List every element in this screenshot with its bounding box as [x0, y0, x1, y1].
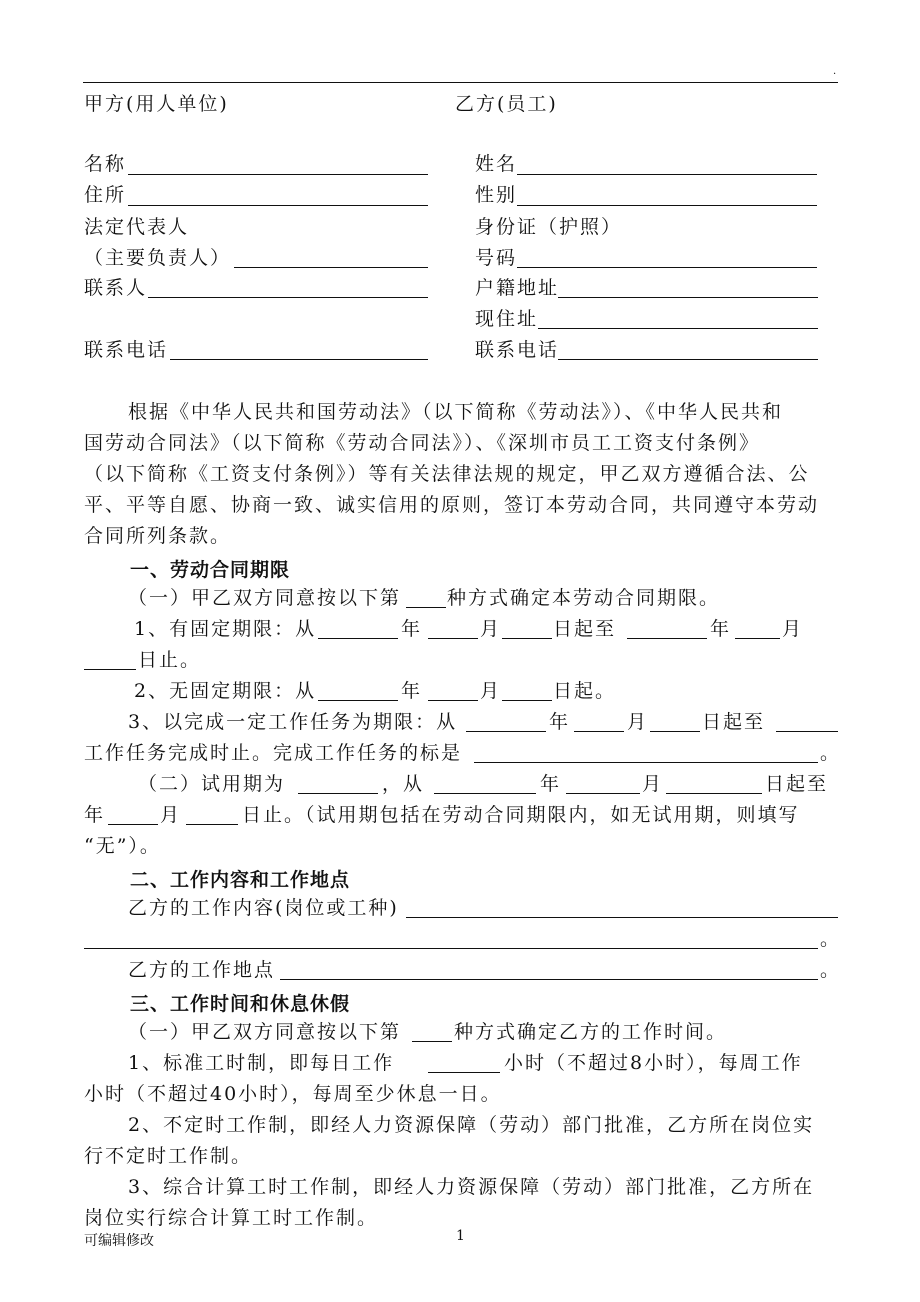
a-address-label: 住所 — [84, 184, 127, 206]
s1-probation-label: （二）试用期为 — [138, 773, 286, 795]
a-address-field[interactable] — [128, 205, 428, 206]
s1-task-day[interactable] — [650, 731, 700, 732]
s1-task-year-label: 年 — [549, 711, 571, 733]
b-household-field[interactable] — [558, 297, 818, 298]
s1-probation-month[interactable] — [566, 793, 640, 794]
s3-p1-a: （一）甲乙双方同意按以下第 — [128, 1021, 402, 1043]
a-legal-rep-label: 法定代表人 — [84, 216, 190, 238]
s3-method-field[interactable] — [412, 1041, 452, 1042]
s1-open-month[interactable] — [428, 700, 478, 701]
b-id-number-label: 号码 — [475, 247, 518, 269]
s1-probation-none: “无”）。 — [84, 835, 161, 857]
s1-probation-length[interactable] — [298, 793, 378, 794]
s1-probation-day[interactable] — [666, 793, 762, 794]
s3-std-c: 小时（不超过40小时），每周至少休息一日。 — [84, 1083, 502, 1105]
s1-fixed-from-to: 日起至 — [553, 618, 617, 640]
s1-fixed-year-1: 年 — [401, 618, 423, 640]
a-principal-label: （主要负责人） — [84, 247, 232, 269]
a-phone-label: 联系电话 — [84, 339, 169, 361]
s1-probation-year[interactable] — [434, 793, 536, 794]
b-current-label: 现住址 — [475, 308, 539, 330]
s3-std-a: 1、标准工时制，即每日工作 — [128, 1052, 395, 1074]
s1-probation-end-month[interactable] — [108, 824, 158, 825]
s1-fixed-to-year[interactable] — [627, 638, 707, 639]
b-name-label: 姓名 — [475, 153, 518, 175]
s1-probation-from-to: 日起至 — [765, 773, 829, 795]
s1-fixed-label: 1、有固定期限：从 — [134, 618, 317, 640]
s1-p1-a: （一）甲乙双方同意按以下第 — [128, 587, 402, 609]
s3-flex-a: 2、不定时工作制，即经人力资源保障（劳动）部门批准，乙方所在岗位实 — [128, 1114, 815, 1136]
s2-content-label: 乙方的工作内容(岗位或工种) — [128, 897, 399, 919]
s1-task-year[interactable] — [466, 731, 546, 732]
s2-content-field-2[interactable] — [84, 948, 818, 949]
s1-task-end-label: 工作任务完成时止。完成工作任务的标是 — [84, 742, 463, 764]
a-name-field[interactable] — [128, 174, 428, 175]
section-2-title: 二、工作内容和工作地点 — [130, 869, 351, 891]
s1-p1-b: 种方式确定本劳动合同期限。 — [447, 587, 721, 609]
s1-probation-month-label: 月 — [642, 773, 664, 795]
s1-fixed-to-month[interactable] — [735, 638, 780, 639]
b-current-field[interactable] — [538, 328, 818, 329]
s1-fixed-from-year[interactable] — [318, 638, 398, 639]
s1-open-label: 2、无固定期限：从 — [134, 680, 317, 702]
b-household-label: 户籍地址 — [475, 277, 560, 299]
preamble-line-3: （以下简称《工资支付条例》）等有关法律法规的规定，甲乙双方遵循合法、公 — [84, 463, 810, 485]
a-contact-label: 联系人 — [84, 277, 148, 299]
party-b-title: 乙方(员工) — [455, 93, 558, 115]
s1-open-year[interactable] — [318, 700, 398, 701]
s1-fixed-from-month[interactable] — [428, 638, 478, 639]
s1-task-from-to: 日起至 — [702, 711, 766, 733]
s1-fixed-year-2: 年 — [710, 618, 732, 640]
a-contact-field[interactable] — [148, 297, 428, 298]
s1-fixed-month-2: 月 — [782, 618, 804, 640]
s1-probation-from: ，从 — [382, 773, 425, 795]
b-gender-label: 性别 — [475, 184, 518, 206]
s2-content-field[interactable] — [406, 917, 838, 918]
a-name-label: 名称 — [84, 153, 127, 175]
s1-task-label: 3、以完成一定工作任务为期限：从 — [128, 711, 458, 733]
a-phone-field[interactable] — [170, 359, 428, 360]
s1-probation-month-label-2: 月 — [160, 804, 182, 826]
s1-task-target-field[interactable] — [474, 762, 818, 763]
s2-place-period: 。 — [820, 959, 842, 981]
preamble-line-4: 平、平等自愿、协商一致、诚实信用的原则，签订本劳动合同，共同遵守本劳动 — [84, 494, 820, 516]
s1-probation-note: 日止。（试用期包括在劳动合同期限内，如无试用期，则填写 — [242, 804, 800, 826]
s3-p1-b: 种方式确定乙方的工作时间。 — [454, 1021, 728, 1043]
s1-task-month-label: 月 — [627, 711, 649, 733]
s1-task-period: 。 — [820, 742, 842, 764]
s1-task-to-field[interactable] — [776, 731, 838, 732]
s2-place-label: 乙方的工作地点 — [128, 959, 276, 981]
s1-probation-end-day[interactable] — [186, 824, 238, 825]
party-a-title: 甲方(用人单位) — [84, 93, 229, 115]
s1-fixed-month-1: 月 — [480, 618, 502, 640]
page-number: 1 — [456, 1228, 465, 1244]
s3-comp-a: 3、综合计算工时工作制，即经人力资源保障（劳动）部门批准，乙方所在 — [128, 1176, 815, 1198]
s1-method-field[interactable] — [406, 607, 446, 608]
header-rule — [83, 82, 838, 83]
b-phone-field[interactable] — [558, 359, 818, 360]
section-1-title: 一、劳动合同期限 — [130, 559, 291, 581]
s2-content-period: 。 — [820, 928, 842, 950]
b-gender-field[interactable] — [517, 205, 817, 206]
s3-comp-b: 岗位实行综合计算工时工作制。 — [84, 1207, 379, 1229]
b-name-field[interactable] — [517, 174, 817, 175]
b-id-label: 身份证（护照） — [475, 216, 623, 238]
s1-probation-year-label-2: 年 — [84, 804, 106, 826]
s3-std-b: 小时（不超过8小时），每周工作 — [504, 1052, 803, 1074]
s2-place-field[interactable] — [280, 979, 818, 980]
s1-fixed-to-day[interactable] — [84, 669, 136, 670]
a-legal-rep-field[interactable] — [234, 267, 428, 268]
s1-open-day[interactable] — [502, 700, 552, 701]
s3-flex-b: 行不定时工作制。 — [84, 1145, 253, 1167]
s1-open-year-label: 年 — [401, 680, 423, 702]
preamble-line-1: 根据《中华人民共和国劳动法》（以下简称《劳动法》）、《中华人民共和 — [128, 401, 784, 423]
s1-open-start: 日起。 — [553, 680, 617, 702]
preamble-line-2: 国劳动合同法》（以下简称《劳动合同法》）、《深圳市员工工资支付条例》 — [84, 432, 761, 454]
b-phone-label: 联系电话 — [475, 339, 560, 361]
preamble-line-5: 合同所列条款。 — [84, 525, 232, 547]
s3-std-hours-field[interactable] — [428, 1072, 500, 1073]
footer-note: 可编辑修改 — [84, 1233, 154, 1249]
s1-fixed-from-day[interactable] — [502, 638, 552, 639]
s1-open-month-label: 月 — [480, 680, 502, 702]
s1-fixed-end: 日止。 — [138, 649, 202, 671]
section-3-title: 三、工作时间和休息休假 — [130, 993, 351, 1015]
s1-task-month[interactable] — [574, 731, 624, 732]
corner-mark: . — [833, 66, 837, 77]
b-id-number-field[interactable] — [517, 267, 817, 268]
s1-probation-year-label: 年 — [540, 773, 562, 795]
